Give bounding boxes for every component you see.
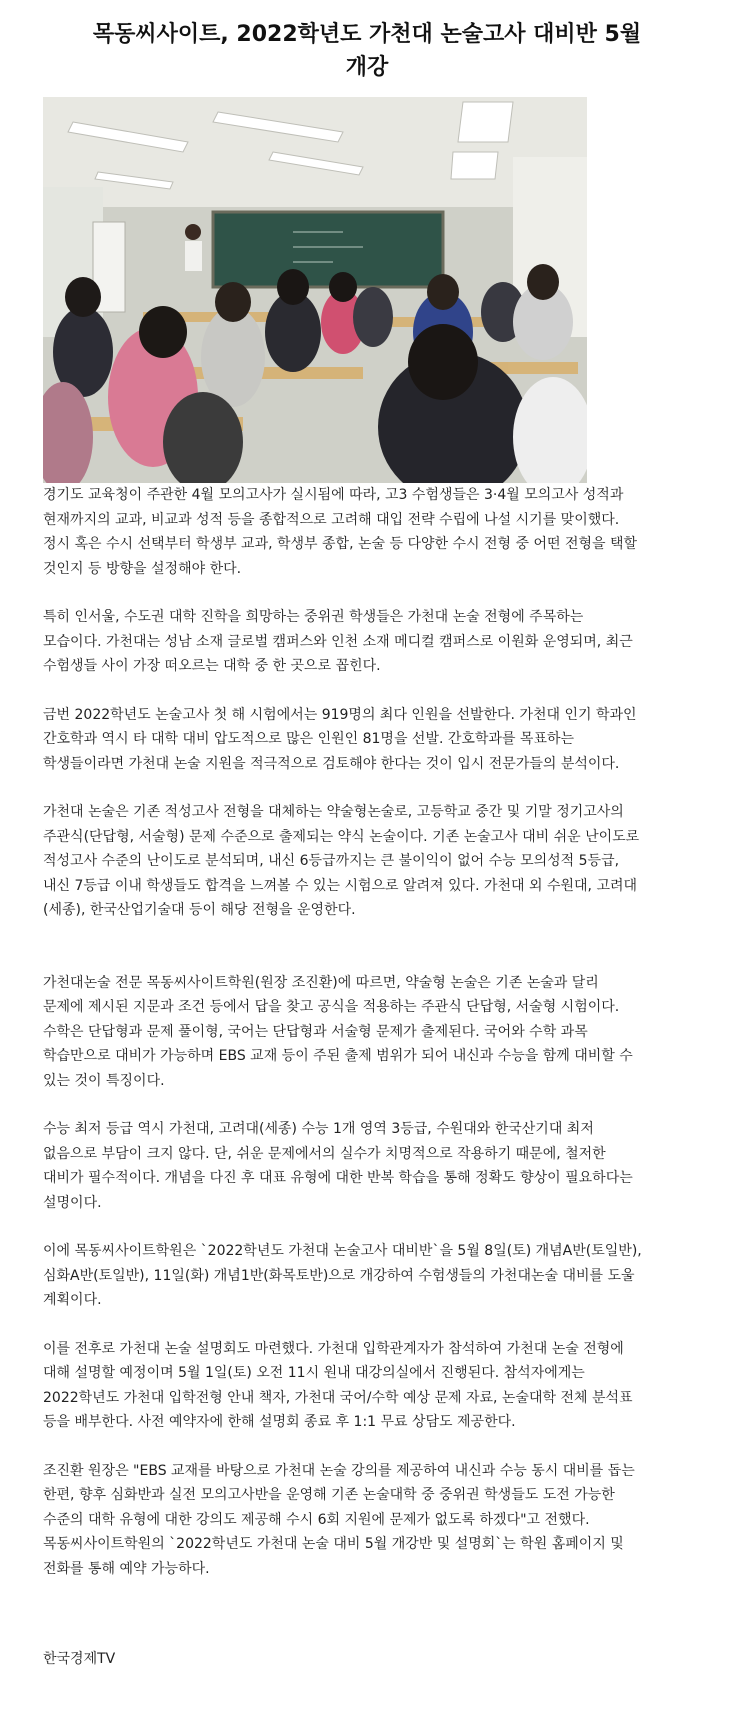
article-paragraph: 경기도 교육청이 주관한 4월 모의고사가 실시됨에 따라, 고3 수험생들은 3·4월 모의고사 성적과 현재까지의 교과, 비교과 성적 등을 종합적으로 고려해 대입 전략 수립에 나설 시기를 맞이했다. 정시 혹은 수시 선택부터 학생부 교과, 학생부 종합, 논술 등 다양한 수시 전형 중 어떤 전형을 택할 것인지 등 방향을 설정해야 한다. xyxy=(43,487,638,577)
article-paragraph: 이를 전후로 가천대 논술 설명회도 마련했다. 가천대 입학관계자가 참석하여 가천대 논술 전형에 대해 설명할 예정이며 5월 1일(토) 오전 11시 원내 대강의실에서 진행된다. 참석자에게는 2022학년도 가천대 입학전형 안내 책자, 가천대 국어/수학 예상 문제 자료, 논술대학 전체 분석표 등을 배부한다. 사전 예약자에 한해 설명회 종료 후 1:1 무료 상담도 제공한다. xyxy=(43,1340,633,1430)
article-paragraph: 이에 목동씨사이트학원은 `2022학년도 가천대 논술고사 대비반`을 5월 8일(토) 개념A반(토일반), 심화A반(토일반), 11일(화) 개념1반(화목토반)으로 개강하여 수험생들의 가천대논술 대비를 도울 계획이다. xyxy=(43,1243,642,1308)
article-title: 목동씨사이트, 2022학년도 가천대 논술고사 대비반 5월 개강 xyxy=(92,22,642,80)
article-source: 한국경제TV xyxy=(43,1651,116,1667)
article-paragraph: 조진환 원장은 "EBS 교재를 바탕으로 가천대 논술 강의를 제공하여 내신과 수능 동시 대비를 돕는 한편, 향후 심화반과 실전 모의고사반을 운영해 기존 논술대학 중 중위권 학생들도 도전 가능한 수준의 대학 유형에 대한 강의도 제공해 수시 6회 지원에 문제가 없도록 하겠다"고 전했다. 목동씨사이트학원의 `2022학년도 가천대 논술 대비 5월 개강반 및 설명회`는 학원 홈페이지 및 전화를 통해 예약 가능하다. xyxy=(43,1462,635,1577)
classroom-photo xyxy=(43,97,587,483)
article-body xyxy=(43,483,698,1581)
article-paragraph: 가천대논술 전문 목동씨사이트학원(원장 조진환)에 따르면, 약술형 논술은 기존 논술과 달리 문제에 제시된 지문과 조건 등에서 답을 찾고 공식을 적용하는 주관식 단답형, 서술형 시험이다. 수학은 단답형과 문제 풀이형, 국어는 단답형과 서술형 문제가 출제된다. 국어와 수학 과목 학습만으로 대비가 가능하며 EBS 교재 등이 주된 출제 범위가 되어 내신과 수능을 함께 대비할 수 있는 것이 특징이다. xyxy=(43,974,633,1089)
article-paragraph: 가천대 논술은 기존 적성고사 전형을 대체하는 약술형논술로, 고등학교 중간 및 기말 정기고사의 주관식(단답형, 서술형) 문제 수준으로 출제되는 약식 논술이다. 기존 논술고사 대비 쉬운 난이도로 적성고사 수준의 난이도로 분석되며, 내신 6등급까지는 큰 불이익이 없어 수능 모의성적 5등급, 내신 7등급 이내 학생들도 합격을 느껴볼 수 있는 시험으로 알려져 있다. 가천대 외 수원대, 고려대 (세종), 한국산업기술대 등이 해당 전형을 운영한다. xyxy=(43,804,640,918)
article-paragraph: 금번 2022학년도 논술고사 첫 해 시험에서는 919명의 최다 인원을 선발한다. 가천대 인기 학과인 간호학과 역시 타 대학 대비 압도적으로 많은 인원인 81명을 선발. 간호학과를 목표하는 학생들이라면 가천대 논술 지원을 적극적으로 검토해야 한다는 것이 입시 전문가들의 분석이다. xyxy=(43,706,637,772)
article-paragraph: 수능 최저 등급 역시 가천대, 고려대(세종) 수능 1개 영역 3등급, 수원대와 한국산기대 최저 없음으로 부담이 크지 않다. 단, 쉬운 문제에서의 실수가 치명적으로 작용하기 때문에, 철저한 대비가 필수적이다. 개념을 다진 후 대표 유형에 대한 반복 학습을 통해 정확도 향상이 필요하다는 설명이다. xyxy=(43,1121,633,1211)
article-paragraph: 특히 인서울, 수도권 대학 진학을 희망하는 중위권 학생들은 가천대 논술 전형에 주목하는 모습이다. 가천대는 성남 소재 글로벌 캠퍼스와 인천 소재 메디컬 캠퍼스로 이원화 운영되며, 최근 수험생들 사이 가장 떠오르는 대학 중 한 곳으로 꼽힌다. xyxy=(43,609,633,674)
